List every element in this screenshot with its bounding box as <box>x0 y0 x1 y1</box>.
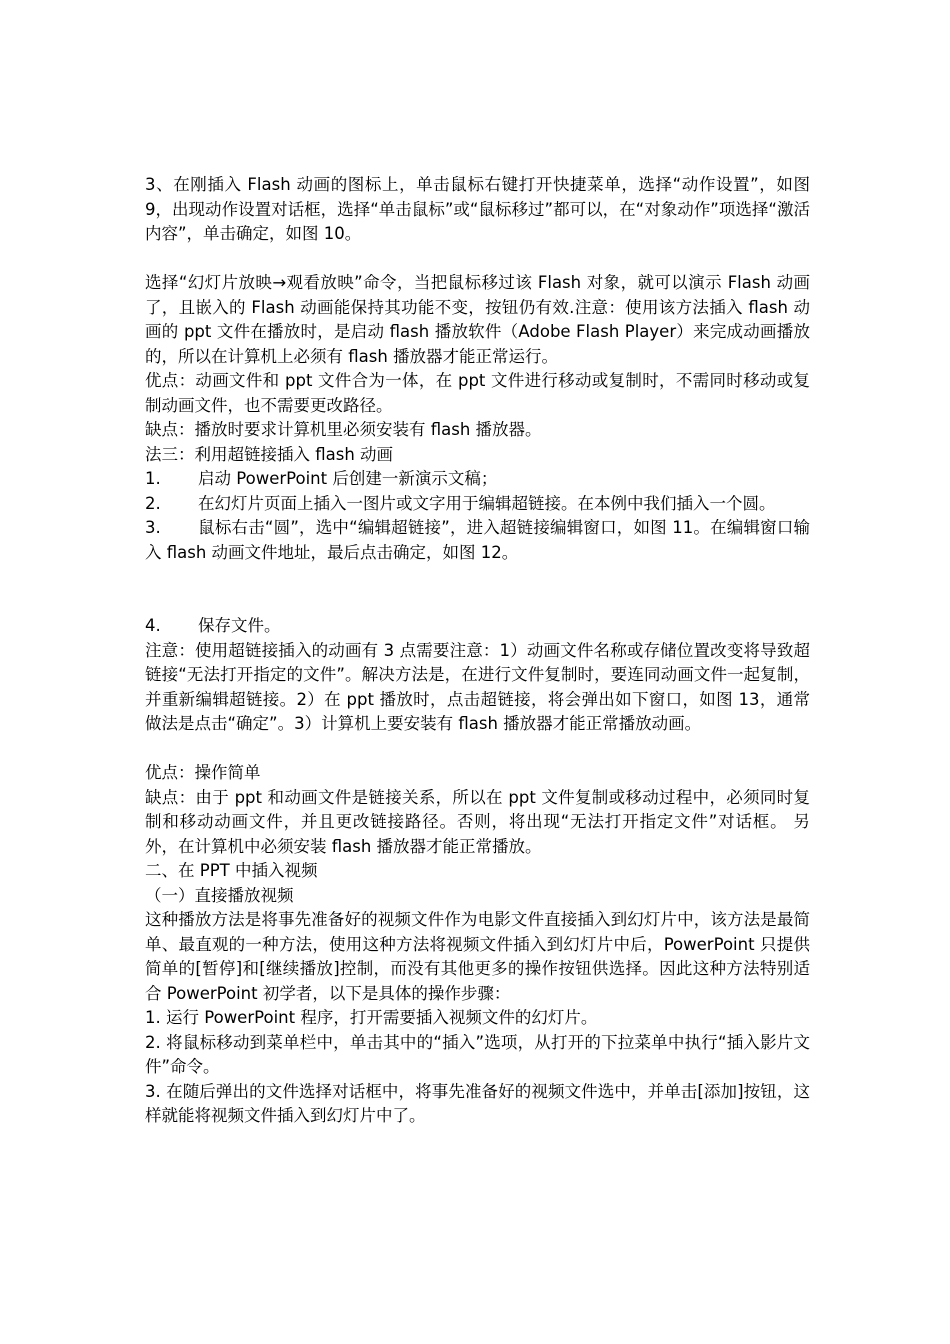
video-step-3: 3. 在随后弹出的文件选择对话框中，将事先准备好的视频文件选中，并单击[添加]按钮，这样就能将视频文件插入到幻灯片中了。 <box>145 1081 810 1125</box>
paragraph-disadvantages: 缺点：播放时要求计算机里必须安装有 flash 播放器。 <box>145 420 542 439</box>
subsection-heading-direct-play: （一）直接播放视频 <box>145 885 294 905</box>
paragraph-flash-action-settings: 3、在刚插入 Flash 动画的图标上，单击鼠标右键打开快捷菜单，选择“动作设置”，如图 9，出现动作设置对话框，选择“单击鼠标”或“鼠标移过”都可以，在“对象动作”项选择“激活内容”，单击确定，如图 10。 <box>145 175 810 243</box>
step-item-1 <box>145 467 810 492</box>
section-heading-insert-video: 二、在 PPT 中插入视频 <box>145 861 318 880</box>
step-text: 在幻灯片页面上插入一图片或文字用于编辑超链接。在本例中我们插入一个圆。 <box>198 493 776 513</box>
paragraph-disadvantages-2: 缺点：由于 ppt 和动画文件是链接关系，所以在 ppt 文件复制或移动过程中，必须同时复制和移动动画文件，并且更改链接路径。否则，将出现“无法打开指定文件”对话框。 另外，在计算机中必须安装 flash 播放器才能正常播放。 <box>145 787 810 856</box>
paragraph-advantages: 优点：动画文件和 ppt 文件合为一体，在 ppt 文件进行移动或复制时，不需同时移动或复制动画文件，也不需要更改路径。 <box>145 371 810 415</box>
step-item-3 <box>145 516 810 565</box>
step-text: 鼠标右击“圆”，选中“编辑超链接”，进入超链接编辑窗口，如图 11。在编辑窗口输入 flash 动画文件地址，最后点击确定，如图 12。 <box>145 518 810 562</box>
section-heading-method-three: 法三：利用超链接插入 flash 动画 <box>145 444 394 464</box>
step-item-2 <box>145 492 810 517</box>
step-number: 3. <box>145 518 161 537</box>
step-text: 保存文件。 <box>198 616 281 635</box>
step-text: 启动 PowerPoint 后创建一新演示文稿； <box>198 469 498 488</box>
blank-space <box>145 565 810 614</box>
paragraph-hyperlink-notes: 注意：使用超链接插入的动画有 3 点需要注意：1）动画文件名称或存储位置改变将导致超链接“无法打开指定的文件”。解决方法是，在进行文件复制时，要连同动画文件一起复制，并重新编辑超链接。2）在 ppt 播放时，点击超链接，将会弹出如下窗口，如图 13，通常做法是点击“确定”。3）计算机上要安装有 flash 播放器才能正常播放动画。 <box>145 640 810 733</box>
blank-line <box>145 737 810 762</box>
paragraph-slideshow-playback: 选择“幻灯片放映→观看放映”命令，当把鼠标移过该 Flash 对象，就可以演示 Flash 动画了，且嵌入的 Flash 动画能保持其功能不变，按钮仍有效.注意：使用该方法插入 flash 动画的 ppt 文件在播放时，是启动 flash 播放软件（Adobe Flash Player）来完成动画播放的，所以在计算机上必须有 flash 播放器才能正常运行。 <box>145 273 810 366</box>
blank-line <box>145 247 810 272</box>
step-number: 4. <box>145 616 161 635</box>
step-number: 1. <box>145 469 161 488</box>
video-step-1: 1. 运行 PowerPoint 程序，打开需要插入视频文件的幻灯片。 <box>145 1008 598 1027</box>
paragraph-advantages-2: 优点：操作简单 <box>145 763 261 782</box>
paragraph-direct-play-intro: 这种播放方法是将事先准备好的视频文件作为电影文件直接插入到幻灯片中，该方法是最简单、最直观的一种方法，使用这种方法将视频文件插入到幻灯片中后，PowerPoint 只提供简单的[暂停]和[继续播放]控制，而没有其他更多的操作按钮供选择。因此这种方法特别适合 PowerPoint 初学者，以下是具体的操作步骤： <box>145 910 810 1003</box>
video-step-2: 2. 将鼠标移动到菜单栏中，单击其中的“插入”选项，从打开的下拉菜单中执行“插入影片文件”命令。 <box>145 1032 810 1076</box>
step-item-4 <box>145 614 810 639</box>
step-number: 2. <box>145 493 161 513</box>
document-body <box>145 173 810 1129</box>
